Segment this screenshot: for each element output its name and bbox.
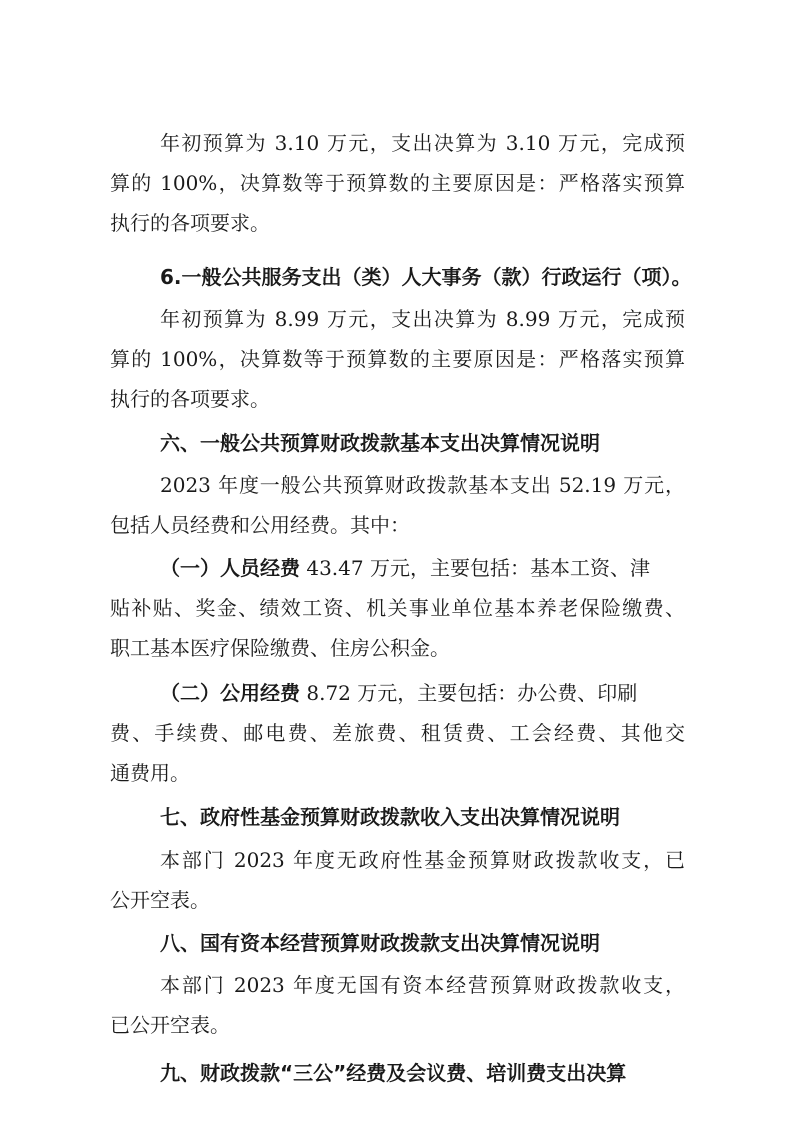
- item-heading: 6.一般公共服务支出（类）人大事务（款）行政运行（项）。: [160, 265, 692, 289]
- section-heading: 七、政府性基金预算财政拨款收入支出决算情况说明: [160, 805, 620, 829]
- paragraph-line: 执行的各项要求。: [110, 387, 270, 411]
- paragraph-line: 2023 年度一般公共预算财政拨款基本支出 52.19 万元，: [160, 473, 685, 497]
- section-heading: 六、一般公共预算财政拨款基本支出决算情况说明: [160, 431, 600, 455]
- paragraph-line: 包括人员经费和公用经费。其中：: [110, 513, 410, 537]
- paragraph-line: 本部门 2023 年度无国有资本经营预算财政拨款收支，: [160, 973, 685, 997]
- paragraph-line: 算的 100%，决算数等于预算数的主要原因是：严格落实预算: [110, 171, 685, 195]
- paragraph-line: 本部门 2023 年度无政府性基金预算财政拨款收支，已: [160, 848, 685, 872]
- public-expense-label: （二）公用经费: [160, 681, 300, 705]
- paragraph-line: 已公开空表。: [110, 1013, 230, 1037]
- personnel-expense-text: 43.47 万元，主要包括：基本工资、津: [300, 556, 650, 580]
- section-heading: 九、财政拨款“三公”经费及会议费、培训费支出决算: [160, 1061, 627, 1085]
- paragraph-line: 公开空表。: [110, 888, 210, 912]
- paragraph-line: 贴补贴、奖金、绩效工资、机关事业单位基本养老保险缴费、: [110, 596, 685, 620]
- paragraph-line: 职工基本医疗保险缴费、住房公积金。: [110, 636, 450, 660]
- paragraph-line: 年初预算为 3.10 万元，支出决算为 3.10 万元，完成预: [160, 131, 685, 155]
- paragraph-line: 年初预算为 8.99 万元，支出决算为 8.99 万元，完成预: [160, 307, 685, 331]
- paragraph-line: 算的 100%，决算数等于预算数的主要原因是：严格落实预算: [110, 347, 685, 371]
- section-heading: 八、国有资本经营预算财政拨款支出决算情况说明: [160, 931, 600, 955]
- paragraph-line: 执行的各项要求。: [110, 211, 270, 235]
- public-expense-text: 8.72 万元，主要包括：办公费、印刷: [300, 681, 638, 705]
- paragraph-line: 通费用。: [110, 761, 190, 785]
- personnel-expense-line: [160, 553, 685, 583]
- personnel-expense-label: （一）人员经费: [160, 556, 300, 580]
- paragraph-line: 费、手续费、邮电费、差旅费、租赁费、工会经费、其他交: [110, 721, 685, 745]
- public-expense-line: [160, 678, 685, 708]
